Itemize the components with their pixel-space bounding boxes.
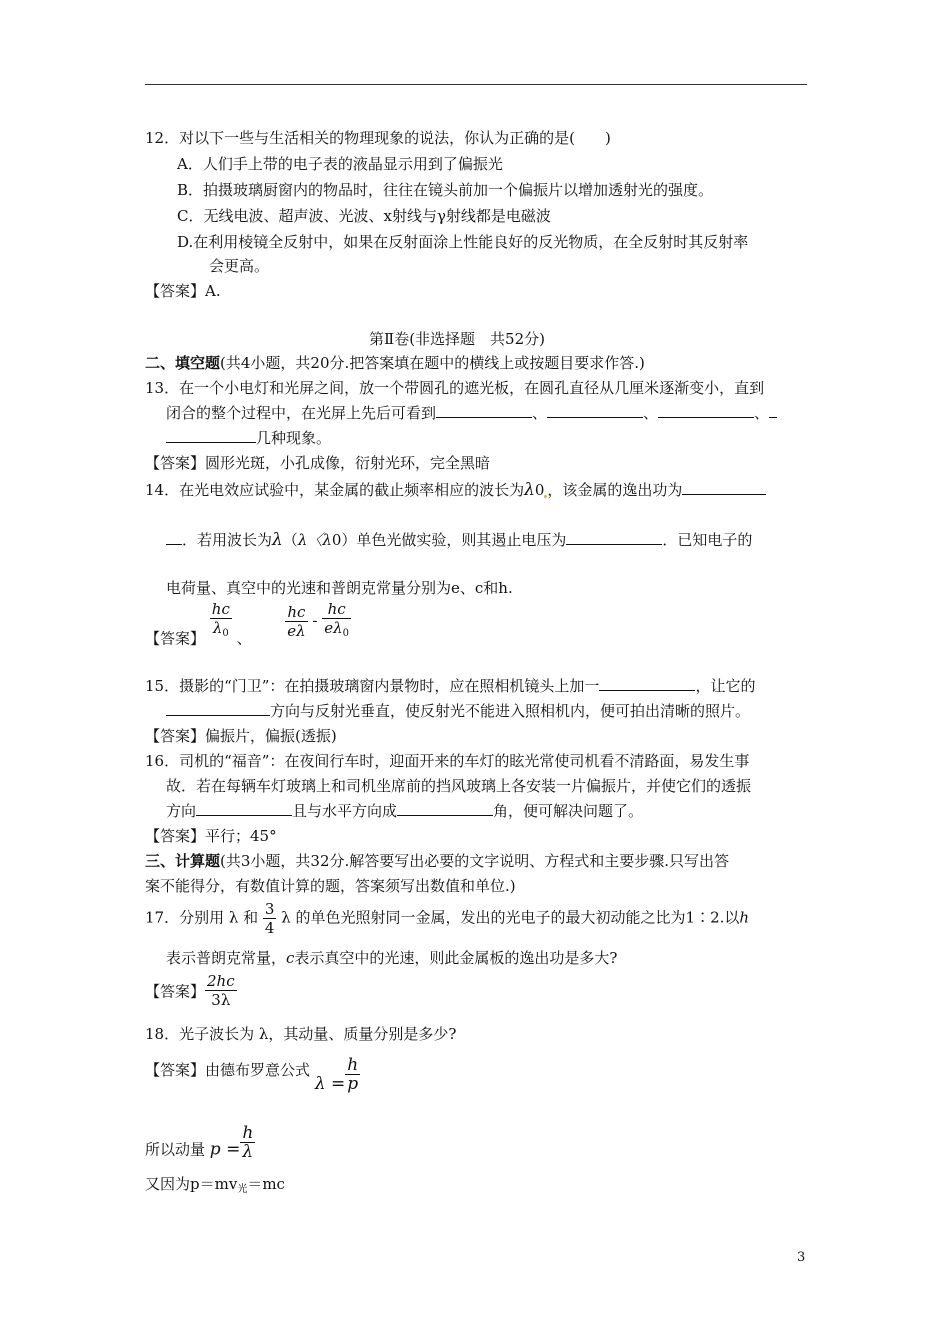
q13-blank-3[interactable] — [658, 403, 754, 418]
q15-line1-a: 15．摄影的“门卫”：在拍摄玻璃窗内景物时，应在照相机镜头上加一 — [145, 677, 600, 695]
section2-title: 第Ⅱ卷(非选择题 共52分) — [369, 330, 545, 348]
q18-momentum-text: 所以动量 — [145, 1140, 206, 1159]
q12-answer: 【答案】A. — [145, 282, 221, 300]
q16-line3 — [166, 801, 643, 821]
q18-eq2-fraction — [240, 1124, 255, 1161]
section3-heading-cont: 案不能得分，有数值计算的题，答案须写出数值和单位.) — [145, 877, 516, 895]
q18-eq1-fraction — [345, 1056, 360, 1093]
q18-answer-label: 【答案】 — [145, 1061, 206, 1079]
q17-fraction — [263, 900, 277, 937]
q13-sep-2: 、 — [643, 404, 659, 422]
q18-eq1-den: p — [347, 1074, 359, 1094]
q14-zero: 0 — [534, 481, 545, 499]
q13-blank-2[interactable] — [547, 403, 643, 418]
q13-line1: 13．在一个小电灯和光屏之间，放一个带圆孔的遮光板，在圆孔直径从几厘米逐渐变小，直到 — [145, 379, 765, 397]
q17-c: c — [286, 949, 295, 967]
q18-last-text: 又因为p＝mv — [145, 1175, 238, 1193]
q13-blank-4[interactable] — [166, 428, 256, 443]
q14-f3-den-text: eλ — [324, 619, 343, 637]
q18-last-line — [145, 1174, 285, 1200]
q17-line2-a: 表示普朗克常量， — [166, 949, 287, 967]
q14-lambda: λ — [524, 480, 535, 500]
q14-answer-fraction-3 — [322, 600, 351, 643]
q18-eq2-den: λ — [242, 1142, 254, 1162]
q14-answer-fraction-1 — [210, 600, 232, 643]
q16-blank-1[interactable] — [196, 801, 292, 816]
q14-f1-den-lambda: λ — [212, 619, 223, 637]
q16-line3-c: 角，便可解决问题了。 — [493, 802, 644, 820]
q16-line2: 故．若在每辆车灯玻璃上和司机坐席前的挡风玻璃上各安装一片偏振片，并使它们的透振 — [166, 777, 752, 795]
q17-frac-den: 4 — [264, 919, 275, 937]
q16-answer: 【答案】平行；45° — [145, 827, 277, 845]
q17-h: h — [739, 908, 750, 927]
q15-line1-b: ，让它的 — [695, 677, 756, 695]
q18-eq1-lhs: λ = — [314, 1074, 346, 1094]
q14-answer-fraction-2 — [285, 603, 307, 640]
page-number: 3 — [797, 1250, 806, 1265]
q14-answer-minus: - — [312, 611, 318, 630]
header-rule — [145, 84, 807, 85]
q14-f3-den-sub: 0 — [342, 628, 350, 639]
q15-blank-2[interactable] — [166, 701, 270, 716]
section3-heading — [145, 851, 729, 871]
q18-last-end: ＝mc — [247, 1175, 285, 1193]
q14-line2-b: （ — [282, 531, 298, 549]
q12-option-d-cont: 会更高。 — [209, 257, 270, 275]
q18-eq1-num: h — [347, 1055, 359, 1075]
q17-line2 — [166, 948, 617, 968]
section3-heading-rest: (共3小题，共32分.解答要写出必要的文字说明、方程式和主要步骤.只写出答 — [220, 852, 730, 870]
q13-answer: 【答案】圆形光斑，小孔成像，衍射光环，完全黑暗 — [145, 454, 491, 472]
q14-f1-num: hc — [211, 600, 230, 618]
q14-f2-num: hc — [285, 603, 307, 622]
q14-line2-a: ．若用波长为 — [182, 531, 273, 549]
q14-answer — [145, 600, 351, 649]
q18-answer — [145, 1056, 360, 1094]
q12-option-c: C．无线电波、超声波、光波、x射线与γ射线都是电磁波 — [177, 207, 551, 225]
section2-heading-bold: 二、填空题 — [145, 354, 221, 372]
q12-option-d: D.在利用棱镜全反射中，如果在反射面涂上性能良好的反光物质，在全反射时其反射率 — [177, 233, 749, 251]
q16-blank-2[interactable] — [397, 801, 493, 816]
q12-option-b: B．拍摄玻璃厨窗内的物品时，往往在镜头前加一个偏振片以增加透射光的强度。 — [177, 181, 714, 199]
q14-zero-2: 0 — [331, 531, 342, 549]
q16-line1: 16．司机的“福音”：在夜间行车时，迎面开来的车灯的眩光常使司机看不清路面，易发生事 — [145, 752, 750, 770]
q14-line2-d: ．已知电子的 — [662, 531, 753, 549]
q17-line1 — [145, 900, 749, 937]
q14-f1-den-sub: 0 — [222, 628, 229, 639]
section3-heading-bold: 三、计算题 — [145, 852, 221, 870]
q18-eq2-lhs: p = — [209, 1139, 241, 1160]
section2-heading — [145, 353, 645, 373]
q17-answer — [145, 972, 237, 1009]
q15-line2-text: 方向与反射光垂直，使反射光不能进入照相机内，便可拍出清晰的照片。 — [270, 702, 751, 720]
q13-line3 — [166, 428, 331, 448]
q12-stem: 12．对以下一些与生活相关的物理现象的说法，你认为正确的是( ) — [145, 129, 611, 147]
section2-heading-rest: (共4小题，共20分.把答案填在题中的横线上或按题目要求作答.) — [220, 354, 645, 372]
q16-line3-b: 且与水平方向成 — [292, 802, 398, 820]
q18-last-sub: 光 — [237, 1184, 248, 1195]
q14-line1-b: ，该金属的逸出功为 — [547, 481, 683, 499]
q18-eq2-num: h — [242, 1123, 254, 1143]
q14-blank-1[interactable] — [682, 480, 766, 495]
q14-f2-den: eλ — [287, 622, 306, 640]
q17-ans-den: 3λ — [211, 991, 231, 1009]
q14-lambda-2: λ — [272, 530, 283, 550]
q17-line2-b: 表示真空中的光速，则此金属板的逸出功是多大? — [294, 949, 618, 967]
q14-blank-1-cont[interactable] — [166, 530, 182, 545]
q13-line2-text: 闭合的整个过程中，在光屏上先后可看到 — [166, 404, 437, 422]
q17-answer-fraction — [205, 972, 237, 1009]
q17-line1-b: λ 的单色光照射同一金属，发出的光电子的最大初动能之比为1∶2.以 — [281, 908, 740, 927]
q14-answer-label: 【答案】 — [145, 629, 206, 648]
q13-blank-4a[interactable] — [769, 403, 777, 418]
q12-option-a: A．人们手上带的电子表的液晶显示用到了偏振光 — [177, 155, 503, 173]
q14-line1-a: 14．在光电效应试验中，某金属的截止频率相应的波长为 — [145, 481, 525, 499]
q15-answer: 【答案】偏振片，偏振(透振) — [145, 727, 337, 745]
q14-line1 — [145, 480, 766, 500]
q17-line1-a: 17．分别用 λ 和 — [145, 908, 259, 927]
q17-frac-num: 3 — [264, 900, 275, 918]
q14-f1-den — [210, 619, 232, 643]
q17-ans-num: 2hc — [207, 972, 235, 990]
q13-blank-1[interactable] — [436, 403, 532, 418]
q15-line2 — [166, 701, 750, 721]
q17-answer-label: 【答案】 — [145, 982, 206, 1001]
q14-line2-c: ）单色光做实验，则其遏止电压为 — [341, 531, 567, 549]
q13-sep-1: 、 — [532, 404, 548, 422]
q15-line1 — [145, 676, 755, 696]
q14-answer-sep: 、 — [236, 629, 252, 648]
q14-line3: 电荷量、真空中的光速和普朗克常量分别为e、c和h. — [166, 579, 513, 597]
q13-line2 — [166, 403, 777, 423]
q18-answer-text: 由德布罗意公式 — [205, 1061, 311, 1079]
q16-line3-a: 方向 — [166, 802, 197, 820]
q18-stem: 18．光子波长为 λ，其动量、质量分别是多少? — [145, 1025, 457, 1043]
q14-f3-num: hc — [322, 600, 351, 619]
q14-blank-2[interactable] — [566, 530, 662, 545]
q14-lt: λ〈λ — [297, 531, 332, 549]
q14-f3-den — [322, 619, 351, 643]
q15-blank-1[interactable] — [599, 676, 695, 691]
q18-momentum — [145, 1124, 255, 1161]
q13-line3-end: 几种现象。 — [256, 429, 332, 447]
q14-line2 — [166, 530, 752, 550]
q13-sep-3: 、 — [754, 404, 770, 422]
